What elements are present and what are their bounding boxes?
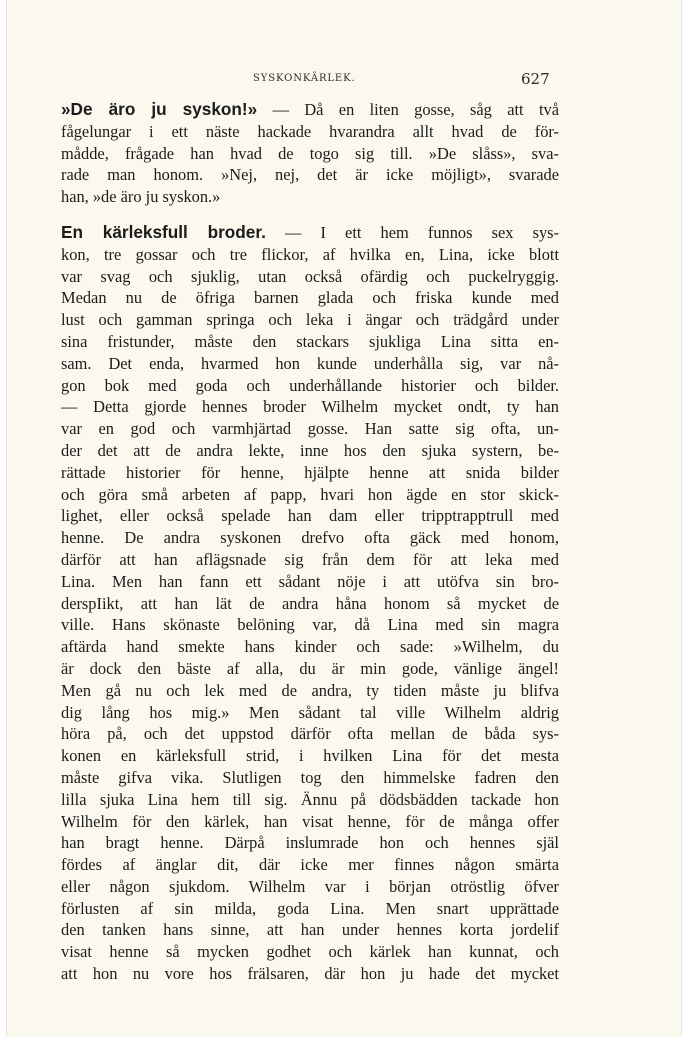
text-line: »De äro ju syskon!» — Då en liten gosse, såg att två	[61, 99, 559, 119]
page-number: 627	[521, 70, 550, 88]
text-line: derspIikt, att han lät de andra håna honom så mycket de	[61, 593, 559, 613]
text-line: Medan nu de öfriga barnen glada och friska kunde med	[61, 288, 559, 308]
body-text	[61, 99, 559, 985]
text-line: Men gå nu och lek med de andra, ty tiden måste ju blifva	[61, 680, 559, 700]
paragraph-syskon	[61, 99, 559, 208]
text-line: henne. De andra syskonen drefvo ofta gäck med honom,	[61, 528, 559, 548]
text-line: att hon nu vore hos frälsaren, där hon ju hade det mycket	[61, 964, 559, 984]
text-line: lighet, eller också spelade han dam eller tripptrapptrull med	[61, 506, 559, 526]
text-line: den tanken hans sinne, att han under hennes korta jordelif	[61, 920, 559, 940]
text-line: konen en kärleksfull strid, i hvilken Lina för det mesta	[61, 746, 559, 766]
text-line: En kärleksfull broder. — I ett hem funnos sex sys-	[61, 221, 559, 242]
text-line: måste gifva vika. Slutligen tog den himmelske fadren den	[61, 767, 559, 787]
text-line: kon, tre gossar och tre flickor, af hvilka en, Lina, icke blott	[61, 244, 559, 264]
text-line: — Detta gjorde hennes broder Wilhelm mycket ondt, ty han	[61, 397, 559, 417]
text-line: Lina. Men han fann ett sådant nöje i att utöfva sin bro-	[61, 571, 559, 591]
book-page	[6, 0, 682, 1037]
text-line: Wilhelm för den kärlek, han visat henne, för de många offer	[61, 811, 559, 831]
text-line: fågelungar i ett näste hackade hvarandra allt hvad de för-	[61, 121, 559, 141]
text-line: mådde, frågade han hvad de togo sig till. »De slåss», sva-	[61, 143, 559, 163]
text-line: der det att de andra lekte, inne hos den sjuka systern, be-	[61, 440, 559, 460]
text-line: dig lång hos mig.» Men sådant tal ville Wilhelm aldrig	[61, 702, 559, 722]
text-line: rade man honom. »Nej, nej, det är icke möjligt», svarade	[61, 165, 559, 185]
text-line: är dock den bäste af alla, du är min gode, vänlige ängel!	[61, 658, 559, 678]
text-line: ville. Hans skönaste belöning var, då Lina med sin magra	[61, 615, 559, 635]
text-line: visat henne så mycken godhet och kärlek han kunnat, och	[61, 942, 559, 962]
text-line: var en god och varmhjärtad gosse. Han satte sig ofta, un-	[61, 419, 559, 439]
text-line: fördes af änglar dit, där icke mer finnes någon smärta	[61, 855, 559, 875]
text-line: och göra små arbeten af papp, hvari hon ägde en stor skick-	[61, 484, 559, 504]
text-line: lilla sjuka Lina hem till sig. Ännu på dödsbädden tackade hon	[61, 789, 559, 809]
text-line: sina fristunder, måste den stackars sjukliga Lina sitta en-	[61, 331, 559, 351]
paragraph-broder	[61, 222, 559, 985]
text-line: han, »de äro ju syskon.»	[61, 187, 221, 207]
text-line: aftärda hand smekte hans kinder och sade: »Wilhelm, du	[61, 637, 559, 657]
paragraph-gap	[61, 208, 559, 222]
text-line: därför att han aflägsnade sig från dem för att leka med	[61, 549, 559, 569]
text-line: rättade historier för henne, hjälpte henne att snida bilder	[61, 462, 559, 482]
text-line: lust och gamman springa och leka i ängar och trädgård under	[61, 310, 559, 330]
section-heading: En kärleksfull broder.	[61, 221, 266, 242]
running-title: SYSKONKÄRLEK.	[253, 73, 356, 84]
section-heading: »De äro ju syskon!»	[61, 99, 258, 119]
text-line: sam. Det enda, hvarmed hon kunde underhålla sig, var nå-	[61, 353, 559, 373]
text-line: han bragt henne. Därpå inslumrade hon och hennes själ	[61, 833, 559, 853]
text-line: var svag och sjuklig, utan också ofärdig och puckelryggig.	[61, 266, 559, 286]
text-line: eller någon sjukdom. Wilhelm var i början otröstlig öfver	[61, 876, 559, 896]
running-head	[7, 70, 681, 86]
text-line: gon bok med goda och underhållande historier och bilder.	[61, 375, 559, 395]
text-line: förlusten af sin milda, goda Lina. Men snart upprättade	[61, 898, 559, 918]
text-line: höra på, och det uppstod därför ofta mellan de båda sys-	[61, 724, 559, 744]
